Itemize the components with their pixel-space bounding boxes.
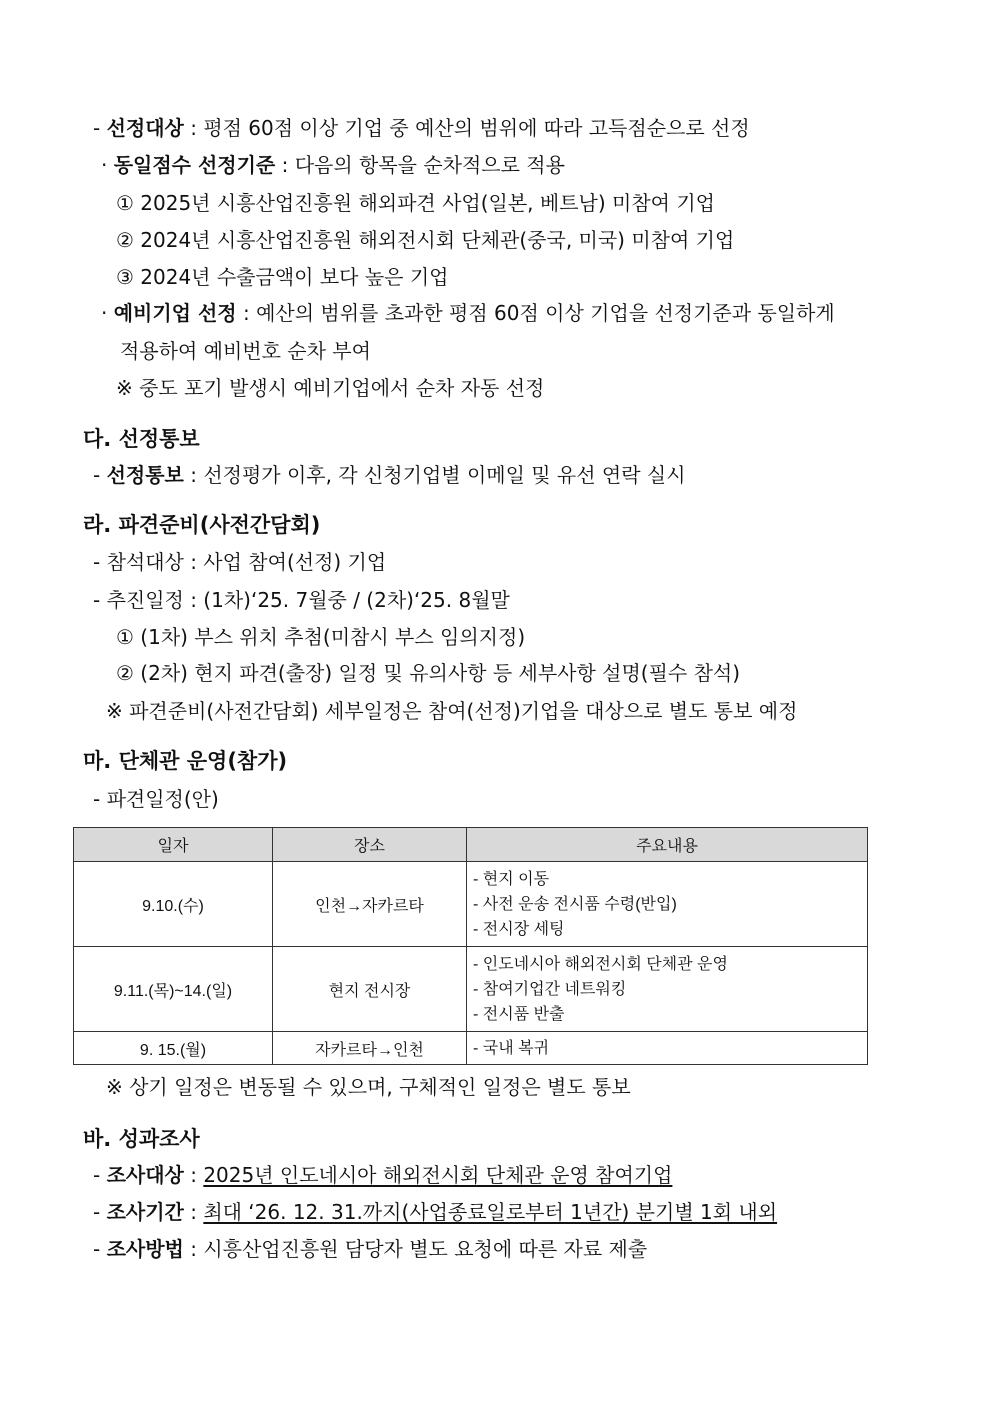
survey-target-label: 조사대상	[106, 1163, 184, 1187]
notice-line: - 선정통보 : 선정평가 이후, 각 신청기업별 이메일 및 유선 연락 실시	[93, 463, 686, 487]
section-heading-prep: 라. 파견준비(사전간담회)	[83, 513, 321, 537]
selection-target-line: - 선정대상 : 평점 60점 이상 기업 중 예산의 범위에 따라 고득점순으로 선정	[93, 116, 750, 140]
separator: :	[183, 1200, 204, 1224]
section-heading-survey: 바. 성과조사	[83, 1127, 200, 1151]
table-header-place: 장소	[273, 828, 467, 862]
row-place: 자카르타→인천	[273, 1032, 467, 1065]
table-row	[74, 862, 868, 947]
row-content-item: - 전시품 반출	[473, 1005, 565, 1023]
tie-item: ① 2025년 시흥산업진흥원 해외파견 사업(일본, 베트남) 미참여 기업	[116, 191, 715, 215]
selection-target-text: : 평점 60점 이상 기업 중 예산의 범위에 따라 고득점순으로 선정	[183, 116, 750, 140]
reserve-label: 예비기업 선정	[113, 301, 237, 325]
survey-method-line: - 조사방법 : 시흥산업진흥원 담당자 별도 요청에 따른 자료 제출	[93, 1237, 648, 1261]
row-content-item: - 인도네시아 해외전시회 단체관 운영	[473, 955, 728, 973]
row-place: 현지 전시장	[273, 947, 467, 1032]
row-date: 9.10.(수)	[74, 862, 273, 947]
tie-item: ③ 2024년 수출금액이 보다 높은 기업	[116, 265, 449, 289]
prep-item: ① (1차) 부스 위치 추첨(미참시 부스 임의지정)	[116, 625, 526, 649]
prep-item: ② (2차) 현지 파견(출장) 일정 및 유의사항 등 세부사항 설명(필수 참석)	[116, 661, 741, 685]
table-row	[74, 1032, 868, 1065]
section-heading-operation: 마. 단체관 운영(참가)	[83, 749, 288, 773]
reserve-line: · 예비기업 선정 : 예산의 범위를 초과한 평점 60점 이상 기업을 선정기준과 동일하게	[101, 301, 835, 325]
row-content-item: - 사전 운송 전시품 수령(반입)	[473, 895, 677, 913]
survey-period-text: 최대 ‘26. 12. 31.까지(사업종료일로부터 1년간) 분기별 1회 내외	[203, 1200, 778, 1224]
prep-schedule: - 추진일정 : (1차)‘25. 7월중 / (2차)‘25. 8월말	[93, 588, 510, 612]
row-content	[467, 862, 868, 947]
survey-target-line: - 조사대상 : 2025년 인도네시아 해외전시회 단체관 운영 참여기업	[93, 1163, 673, 1187]
row-content-item: - 현지 이동	[473, 870, 550, 888]
table-header-content: 주요내용	[467, 828, 868, 862]
section-heading-notice: 다. 선정통보	[83, 427, 200, 451]
notice-label: 선정통보	[106, 463, 184, 487]
row-place: 인천→자카르타	[273, 862, 467, 947]
tie-criteria-line: · 동일점수 선정기준 : 다음의 항목을 순차적으로 적용	[101, 153, 565, 177]
separator: :	[183, 1163, 204, 1187]
operation-sub: - 파견일정(안)	[93, 787, 219, 811]
notice-text: : 선정평가 이후, 각 신청기업별 이메일 및 유선 연락 실시	[183, 463, 686, 487]
reserve-text: : 예산의 범위를 초과한 평점 60점 이상 기업을 선정기준과 동일하게	[236, 301, 835, 325]
tie-criteria-label: 동일점수 선정기준	[113, 153, 276, 177]
reserve-note: ※ 중도 포기 발생시 예비기업에서 순차 자동 선정	[116, 376, 545, 400]
operation-note: ※ 상기 일정은 변동될 수 있으며, 구체적인 일정은 별도 통보	[106, 1075, 631, 1099]
table-header-date: 일자	[74, 828, 273, 862]
tie-item: ② 2024년 시흥산업진흥원 해외전시회 단체관(중국, 미국) 미참여 기업	[116, 228, 735, 252]
row-content	[467, 947, 868, 1032]
survey-method-label: 조사방법	[106, 1237, 184, 1261]
selection-target-label: 선정대상	[106, 116, 184, 140]
prep-attend: - 참석대상 : 사업 참여(선정) 기업	[93, 550, 387, 574]
row-content-item: - 국내 복귀	[473, 1039, 550, 1057]
survey-method-text: : 시흥산업진흥원 담당자 별도 요청에 따른 자료 제출	[183, 1237, 648, 1261]
row-content	[467, 1032, 868, 1065]
survey-period-label: 조사기간	[106, 1200, 184, 1224]
table-row	[74, 947, 868, 1032]
survey-target-text: 2025년 인도네시아 해외전시회 단체관 운영 참여기업	[203, 1163, 673, 1187]
survey-period-line: - 조사기간 : 최대 ‘26. 12. 31.까지(사업종료일로부터 1년간) 분기별 1회 내외	[93, 1200, 778, 1224]
schedule-table	[73, 827, 868, 1065]
row-date: 9.11.(목)~14.(일)	[74, 947, 273, 1032]
prep-note: ※ 파견준비(사전간담회) 세부일정은 참여(선정)기업을 대상으로 별도 통보 예정	[106, 699, 798, 723]
row-date: 9. 15.(월)	[74, 1032, 273, 1065]
row-content-item: - 참여기업간 네트워킹	[473, 980, 627, 998]
reserve-text-continued: 적용하여 예비번호 순차 부여	[120, 339, 371, 363]
row-content-item: - 전시장 세팅	[473, 920, 565, 938]
tie-criteria-text: : 다음의 항목을 순차적으로 적용	[275, 153, 565, 177]
